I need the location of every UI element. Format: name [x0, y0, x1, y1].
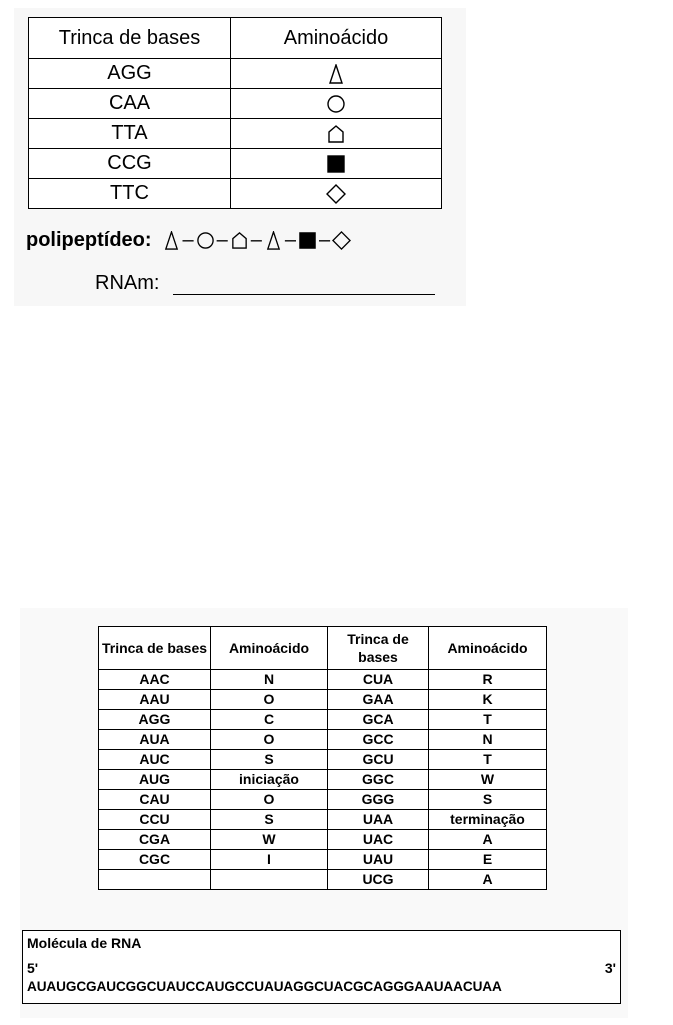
- pentagon-house-icon: [230, 231, 249, 250]
- triangle-icon: [162, 231, 181, 250]
- five-prime-label: 5': [27, 960, 39, 976]
- amino-acid-symbol-cell: [231, 149, 442, 179]
- amino-acid-cell: O: [211, 690, 328, 710]
- amino-acid-cell: N: [211, 670, 328, 690]
- amino-acid-cell: E: [429, 850, 547, 870]
- header-amino-2: Aminoácido: [429, 627, 547, 670]
- genetic-code-row: [99, 870, 547, 890]
- amino-acid-cell: S: [211, 750, 328, 770]
- chain-bond: –: [250, 229, 262, 251]
- filled-square-icon: [326, 154, 346, 174]
- amino-acid-cell: A: [429, 870, 547, 890]
- codon-cell: CAU: [99, 790, 211, 810]
- codon-cell: UAU: [328, 850, 429, 870]
- codon-cell: AAC: [99, 670, 211, 690]
- codon-row: [29, 89, 442, 119]
- amino-acid-symbol-cell: [231, 89, 442, 119]
- amino-acid-cell: T: [429, 750, 547, 770]
- header-amino-acid: Aminoácido: [231, 18, 442, 59]
- codon-bases: AGG: [29, 59, 231, 89]
- codon-cell: GCA: [328, 710, 429, 730]
- rnam-label: RNAm:: [95, 272, 160, 294]
- codon-cell: UCG: [328, 870, 429, 890]
- amino-acid-symbol-cell: [231, 179, 442, 209]
- codon-cell: CCU: [99, 810, 211, 830]
- codon-bases: CAA: [29, 89, 231, 119]
- codon-cell: UAA: [328, 810, 429, 830]
- amino-acid-cell: K: [429, 690, 547, 710]
- codon-row: [29, 149, 442, 179]
- genetic-code-row: [99, 830, 547, 850]
- genetic-code-row: [99, 790, 547, 810]
- codon-symbol-table: [28, 17, 442, 209]
- amino-acid-cell: iniciação: [211, 770, 328, 790]
- header-amino-1: Aminoácido: [211, 627, 328, 670]
- genetic-code-table: [98, 626, 547, 890]
- triangle-icon: [326, 64, 346, 84]
- codon-cell: UAC: [328, 830, 429, 850]
- genetic-code-row: [99, 670, 547, 690]
- genetic-code-row: [99, 730, 547, 750]
- amino-acid-cell: O: [211, 730, 328, 750]
- diamond-icon: [332, 231, 351, 250]
- codon-cell: AUG: [99, 770, 211, 790]
- genetic-code-row: [99, 770, 547, 790]
- codon-cell: CUA: [328, 670, 429, 690]
- amino-acid-symbol-cell: [231, 59, 442, 89]
- chain-bond: –: [182, 229, 194, 251]
- codon-cell: GGC: [328, 770, 429, 790]
- amino-acid-cell: terminação: [429, 810, 547, 830]
- amino-acid-cell: W: [429, 770, 547, 790]
- codon-bases: TTC: [29, 179, 231, 209]
- amino-acid-cell: C: [211, 710, 328, 730]
- amino-acid-cell: W: [211, 830, 328, 850]
- polypeptide-label: polipeptídeo:: [26, 229, 152, 251]
- header-bases-2: Trinca de bases: [328, 627, 429, 670]
- amino-acid-symbol-cell: [231, 119, 442, 149]
- triangle-icon: [264, 231, 283, 250]
- codon-cell: GGG: [328, 790, 429, 810]
- genetic-code-row: [99, 850, 547, 870]
- rnam-answer: [95, 272, 435, 295]
- codon-row: [29, 119, 442, 149]
- circle-icon: [326, 94, 346, 114]
- amino-acid-cell: S: [429, 790, 547, 810]
- codon-cell: CGA: [99, 830, 211, 850]
- codon-cell: CGC: [99, 850, 211, 870]
- codon-cell: GAA: [328, 690, 429, 710]
- rnam-blank-line: [173, 274, 435, 295]
- codon-cell: AUC: [99, 750, 211, 770]
- codon-cell: GCU: [328, 750, 429, 770]
- codon-cell: AAU: [99, 690, 211, 710]
- amino-acid-cell: I: [211, 850, 328, 870]
- pentagon-house-icon: [326, 124, 346, 144]
- codon-cell: AGG: [99, 710, 211, 730]
- rna-sequence: AUAUGCGAUCGGCUAUCCAUGCCUAUAGGCUACGCAGGGAAUAACUAA: [27, 979, 502, 994]
- rna-molecule-box: [22, 930, 621, 1004]
- polypeptide-chain: [26, 229, 351, 252]
- diamond-icon: [326, 184, 346, 204]
- codon-bases: CCG: [29, 149, 231, 179]
- chain-bond: –: [319, 229, 331, 251]
- header-bases-1: Trinca de bases: [99, 627, 211, 670]
- codon-cell: AUA: [99, 730, 211, 750]
- chain-bond: –: [216, 229, 228, 251]
- filled-square-icon: [298, 231, 317, 250]
- codon-cell: GCC: [328, 730, 429, 750]
- amino-acid-cell: S: [211, 810, 328, 830]
- codon-cell: [99, 870, 211, 890]
- rna-molecule-title: Molécula de RNA: [27, 935, 142, 951]
- amino-acid-cell: N: [429, 730, 547, 750]
- amino-acid-cell: A: [429, 830, 547, 850]
- genetic-code-row: [99, 710, 547, 730]
- genetic-code-row: [99, 810, 547, 830]
- genetic-code-row: [99, 690, 547, 710]
- amino-acid-cell: T: [429, 710, 547, 730]
- amino-acid-cell: [211, 870, 328, 890]
- codon-row: [29, 59, 442, 89]
- codon-row: [29, 179, 442, 209]
- circle-icon: [196, 231, 215, 250]
- header-bases: Trinca de bases: [29, 18, 231, 59]
- chain-bond: –: [284, 229, 297, 251]
- three-prime-label: 3': [604, 960, 616, 976]
- amino-acid-cell: R: [429, 670, 547, 690]
- codon-bases: TTA: [29, 119, 231, 149]
- genetic-code-row: [99, 750, 547, 770]
- amino-acid-cell: O: [211, 790, 328, 810]
